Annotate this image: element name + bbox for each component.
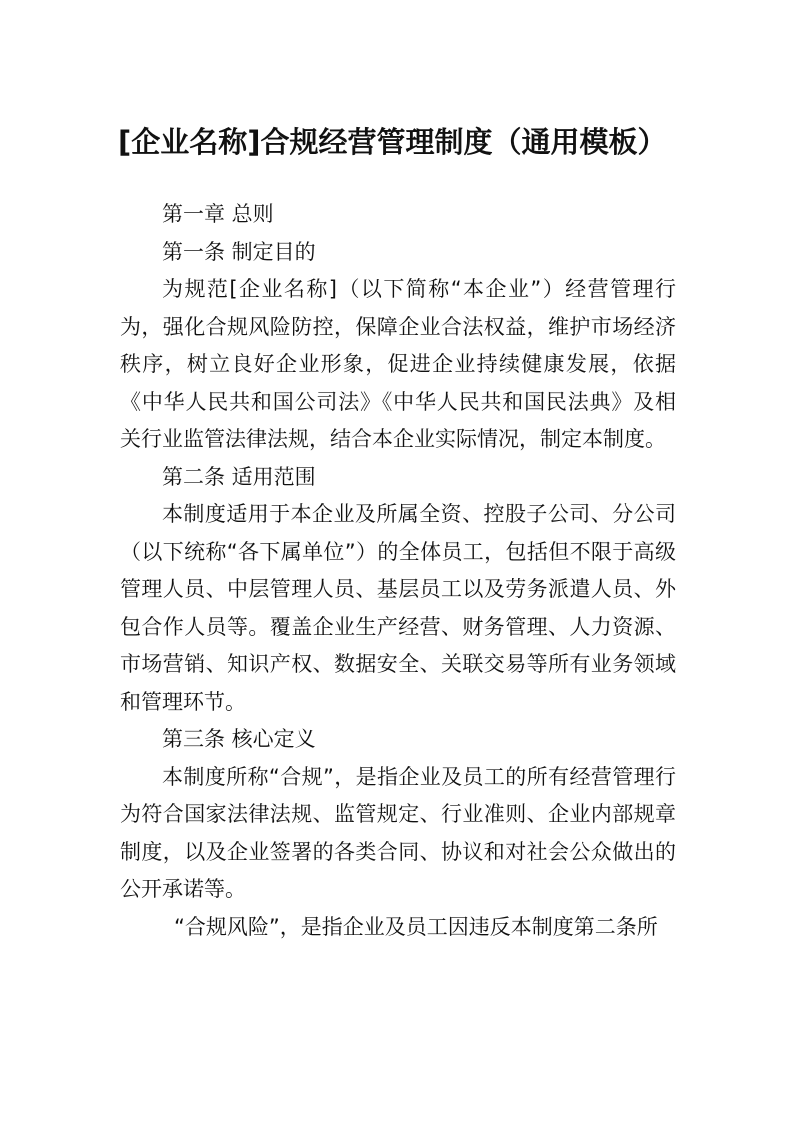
article-3-heading: 第三条 核心定义 <box>162 727 316 751</box>
article-1-paragraph: 为规范[企业名称]（以下简称“本企业”）经营管理行为，强化合规风险防控，保障企业合法权益，维护市场经济秩序，树立良好企业形象，促进企业持续健康发展，依据《中华人民共和国公司法》《中华人民共和国民法典》及相关行业监管法律法规，结合本企业实际情况，制定本制度。 <box>120 277 676 451</box>
article-2-heading: 第二条 适用范围 <box>162 464 316 489</box>
article-2-paragraph: 本制度适用于本企业及所属全资、控股子公司、分公司（以下统称“各下属单位”）的全体员工，包括但不限于高级管理人员、中层管理人员、基层员工以及劳务派遣人员、外包合作人员等。覆盖企业生产经营、财务管理、人力资源、市场营销、知识产权、数据安全、关联交易等所有业务领域和管理环节。 <box>120 502 676 714</box>
article-3-paragraph-risk: “合规风险”，是指企业及员工因违反本制度第二条所 <box>174 914 658 939</box>
article-1-heading: 第一条 制定目的 <box>162 239 316 264</box>
document-body <box>120 196 676 946</box>
article-3-paragraph-compliance: 本制度所称“合规”，是指企业及员工的所有经营管理行为符合国家法律法规、监管规定、行业准则、企业内部规章制度，以及企业签署的各类合同、协议和对社会公众做出的公开承诺等。 <box>120 764 676 901</box>
document-title: [企业名称]合规经营管理制度（通用模板） <box>118 125 667 159</box>
chapter-heading: 第一章 总则 <box>162 202 274 226</box>
